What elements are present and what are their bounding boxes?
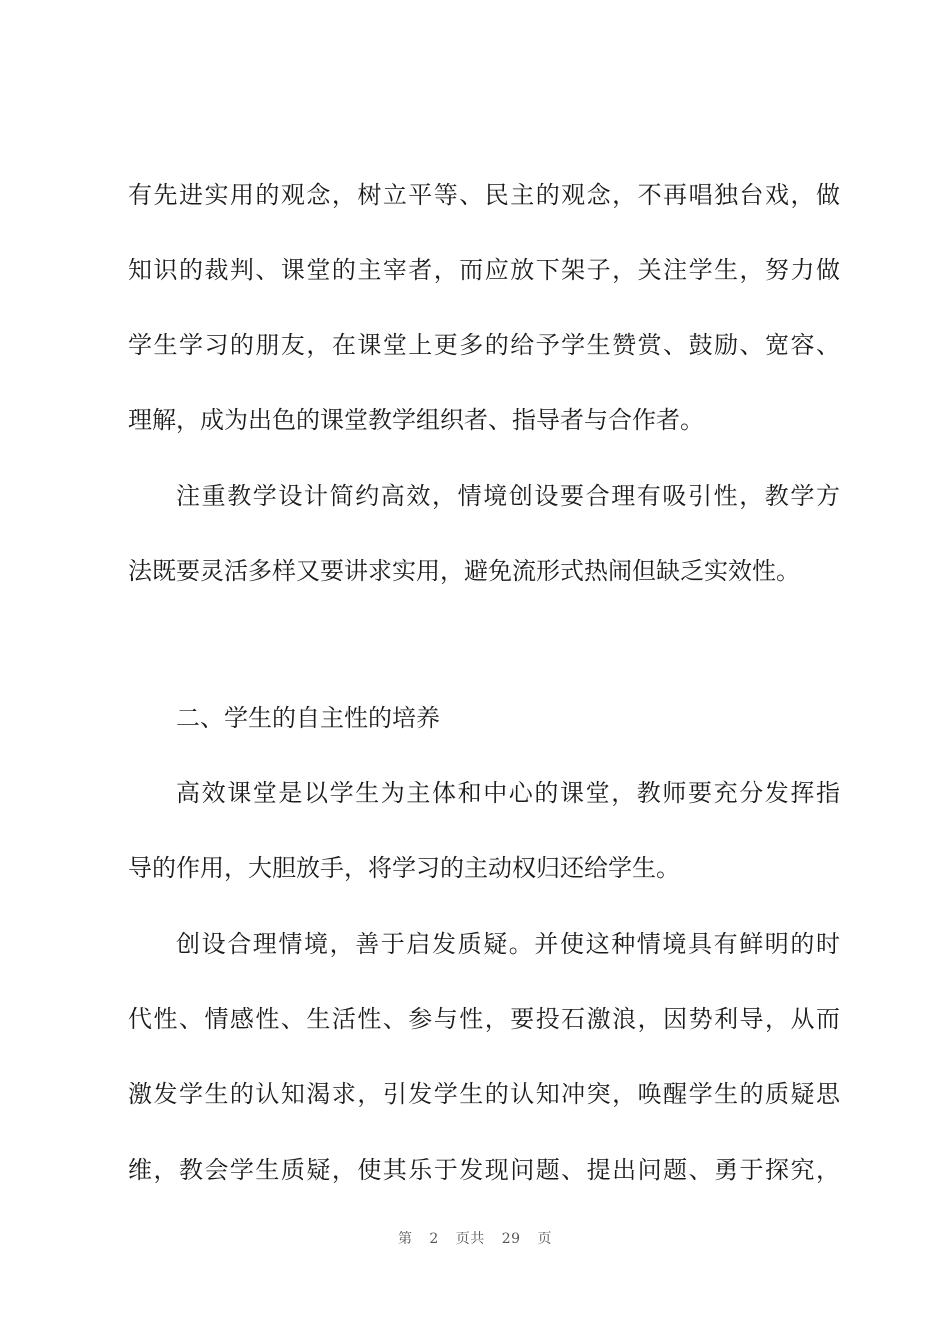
paragraph-line: 知识的裁判、课堂的主宰者，而应放下架子，关注学生，努力做: [128, 256, 840, 284]
footer-mid: 页共: [455, 1231, 485, 1247]
paragraph-line: 注重教学设计简约高效，情境创设要合理有吸引性，教学方: [176, 482, 840, 510]
paragraph-line: 理解，成为出色的课堂教学组织者、指导者与合作者。: [128, 406, 704, 434]
paragraph-line: 高效课堂是以学生为主体和中心的课堂，教师要充分发挥指: [176, 779, 840, 807]
paragraph-line: 学生学习的朋友，在课堂上更多的给予学生赞赏、鼓励、宽容、: [128, 331, 840, 359]
paragraph-line: 代性、情感性、生活性、参与性，要投石激浪，因势利导，从而: [128, 1005, 840, 1033]
page-footer: [0, 1228, 950, 1248]
footer-prefix: 第: [397, 1231, 413, 1247]
footer-suffix: 页: [537, 1231, 553, 1247]
paragraph-line: 创设合理情境，善于启发质疑。并使这种情境具有鲜明的时: [176, 930, 840, 958]
paragraph-line: 导的作用，大胆放手，将学习的主动权归还给学生。: [128, 854, 680, 882]
footer-total-pages: 29: [501, 1231, 521, 1247]
footer-page-number: 2: [429, 1231, 439, 1247]
section-heading: 二、学生的自主性的培养: [176, 704, 440, 732]
paragraph-line: 有先进实用的观念，树立平等、民主的观念，不再唱独台戏，做: [128, 181, 840, 209]
paragraph-line: 激发学生的认知渴求，引发学生的认知冲突，唤醒学生的质疑思: [128, 1080, 840, 1108]
paragraph-line: 维，教会学生质疑，使其乐于发现问题、提出问题、勇于探究，: [128, 1156, 840, 1184]
paragraph-line: 法既要灵活多样又要讲求实用，避免流形式热闹但缺乏实效性。: [128, 557, 800, 585]
